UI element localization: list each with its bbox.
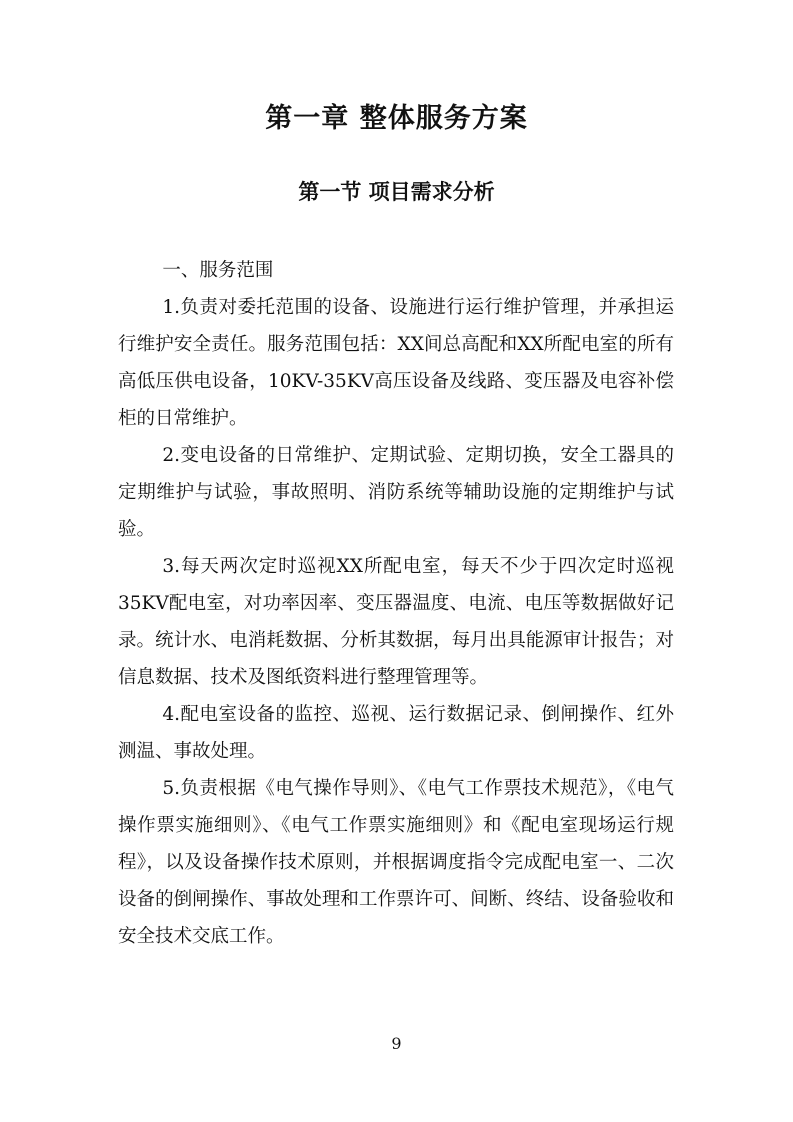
paragraph-item-3: 3.每天两次定时巡视XX所配电室，每天不少于四次定时巡视35KV配电室，对功率因率、变压器温度、电流、电压等数据做好记录。统计水、电消耗数据、分析其数据，每月出具能源审计报告；对信息数据、技术及图纸资料进行整理管理等。: [118, 556, 674, 688]
chapter-title: 第一章 整体服务方案: [265, 103, 528, 134]
body-text: [118, 252, 674, 955]
paragraph-item-2: 2.变电设备的日常维护、定期试验、定期切换，安全工器具的定期维护与试验，事故照明、消防系统等辅助设施的定期维护与试验。: [118, 445, 674, 540]
paragraph-item-1: 1.负责对委托范围的设备、设施进行运行维护管理，并承担运行维护安全责任。服务范围包括：XX间总高配和XX所配电室的所有高低压供电设备，10KV-35KV高压设备及线路、变压器及电容补偿柜的日常维护。: [118, 297, 674, 429]
page-number: 9: [391, 1034, 402, 1053]
subheading-service-scope: 一、服务范围: [162, 260, 274, 281]
paragraph-item-4: 4.配电室设备的监控、巡视、运行数据记录、倒闸操作、红外测温、事故处理。: [118, 704, 674, 762]
paragraph-item-5: 5.负责根据《电气操作导则》、《电气工作票技术规范》，《电气操作票实施细则》、《电气工作票实施细则》和《配电室现场运行规程》，以及设备操作技术原则，并根据调度指令完成配电室一、二次设备的倒闸操作、事故处理和工作票许可、间断、终结、设备验收和安全技术交底工作。: [118, 778, 674, 947]
section-title: 第一节 项目需求分析: [298, 180, 495, 204]
